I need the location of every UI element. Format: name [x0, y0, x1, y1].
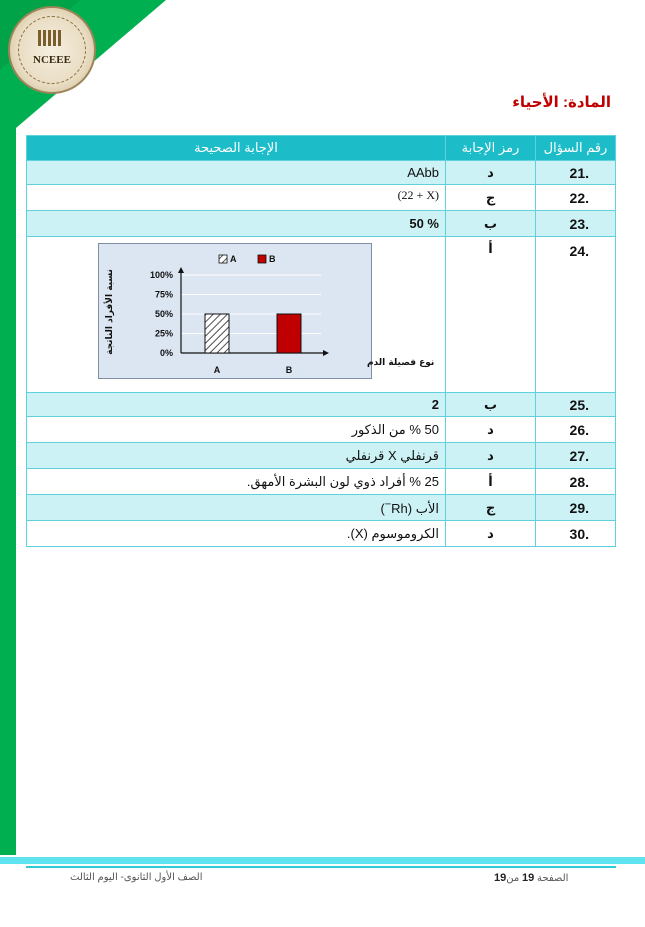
- answer-symbol: أ: [446, 237, 536, 393]
- y-tick-label: 0%: [159, 348, 173, 358]
- table-row: [27, 469, 616, 495]
- blood-type-chart: [98, 243, 435, 379]
- correct-answer: [27, 495, 446, 521]
- answer-symbol: د: [446, 521, 536, 547]
- answer-text: 50 % من الذكور: [351, 421, 439, 437]
- correct-answer: [27, 443, 446, 469]
- correct-answer: [27, 211, 446, 237]
- question-number: .26: [536, 417, 616, 443]
- logo-text: NCEEE: [33, 54, 71, 66]
- bar-A: [205, 314, 229, 353]
- footer-grade-day: الصف الأول الثانوى- اليوم الثالث: [70, 872, 203, 883]
- legend-label-b: B: [269, 254, 276, 264]
- answer-symbol: ج: [446, 185, 536, 211]
- answer-superscript: −: [384, 498, 392, 511]
- table-row: [27, 211, 616, 237]
- x-axis-arrow: [323, 350, 329, 356]
- x-axis-title: نوع فصيلة الدم: [367, 358, 435, 368]
- x-tick-label: A: [213, 365, 221, 375]
- page-label: الصفحة: [537, 873, 569, 884]
- y-tick-label: 100%: [149, 270, 173, 280]
- correct-answer: [27, 521, 446, 547]
- table-row: [27, 237, 616, 393]
- bar-chart-svg: [99, 244, 435, 378]
- x-tick-label: B: [285, 365, 293, 375]
- page-current: 19: [522, 872, 535, 884]
- answer-symbol: د: [446, 417, 536, 443]
- bar-B: [277, 314, 301, 353]
- answer-text: 50 %: [409, 216, 439, 231]
- answer-symbol: ب: [446, 211, 536, 237]
- answer-symbol: ب: [446, 393, 536, 417]
- answers-table: [26, 135, 616, 547]
- answer-text: (22 + X): [397, 188, 439, 202]
- header-question-number: رقم السؤال: [536, 136, 616, 161]
- correct-answer: [27, 185, 446, 211]
- y-axis-title: نسبة الأفراد الناتجة: [105, 269, 115, 355]
- footer-divider-thick: [0, 857, 645, 864]
- question-number: .21: [536, 161, 616, 185]
- table-row: [27, 417, 616, 443]
- question-number: .30: [536, 521, 616, 547]
- answer-text: AAbb: [407, 165, 439, 180]
- table-row: [27, 495, 616, 521]
- answer-text: قرنفلي X قرنفلي: [345, 447, 439, 463]
- legend-label-a: A: [230, 254, 237, 264]
- answer-text: الكروموسوم (X).: [346, 525, 439, 541]
- footer-page-number: [494, 872, 568, 884]
- footer-divider-thin: [26, 866, 616, 868]
- y-tick-label: 75%: [154, 289, 173, 300]
- question-number: .27: [536, 443, 616, 469]
- answer-text: [380, 498, 439, 516]
- question-number: .23: [536, 211, 616, 237]
- legend-swatch-b: [258, 255, 266, 263]
- answer-symbol: ج: [446, 495, 536, 521]
- answer-prefix: الأب (Rh: [391, 500, 439, 516]
- answer-symbol: د: [446, 161, 536, 185]
- correct-answer: [27, 393, 446, 417]
- answer-symbol: د: [446, 443, 536, 469]
- answer-symbol: أ: [446, 469, 536, 495]
- correct-answer: [27, 161, 446, 185]
- correct-answer: [27, 469, 446, 495]
- question-number: .22: [536, 185, 616, 211]
- table-row: [27, 521, 616, 547]
- header-correct-answer: الإجابة الصحيحة: [27, 136, 446, 161]
- table-row: [27, 393, 616, 417]
- y-tick-label: 25%: [154, 328, 173, 339]
- question-number: .25: [536, 393, 616, 417]
- table-row: [27, 185, 616, 211]
- table-row: [27, 443, 616, 469]
- answer-text: 25 % أفراد ذوي لون البشرة الأمهق.: [246, 473, 439, 489]
- page-total: 19: [494, 872, 507, 884]
- legend-swatch-a: [219, 255, 227, 263]
- correct-answer-chart-cell: [27, 237, 446, 393]
- table-row: [27, 161, 616, 185]
- subject-title: المادة: الأحياء: [512, 94, 611, 111]
- page-of-label: من: [506, 873, 520, 884]
- correct-answer: [27, 417, 446, 443]
- question-number: .29: [536, 495, 616, 521]
- question-number: .24: [536, 237, 616, 393]
- answer-suffix: ): [380, 500, 385, 516]
- question-number: .28: [536, 469, 616, 495]
- nceee-logo: [8, 6, 96, 94]
- answer-text: 2: [431, 397, 439, 412]
- header-answer-symbol: رمز الإجابة: [446, 136, 536, 161]
- y-tick-label: 50%: [154, 309, 173, 319]
- y-axis-arrow: [178, 267, 184, 273]
